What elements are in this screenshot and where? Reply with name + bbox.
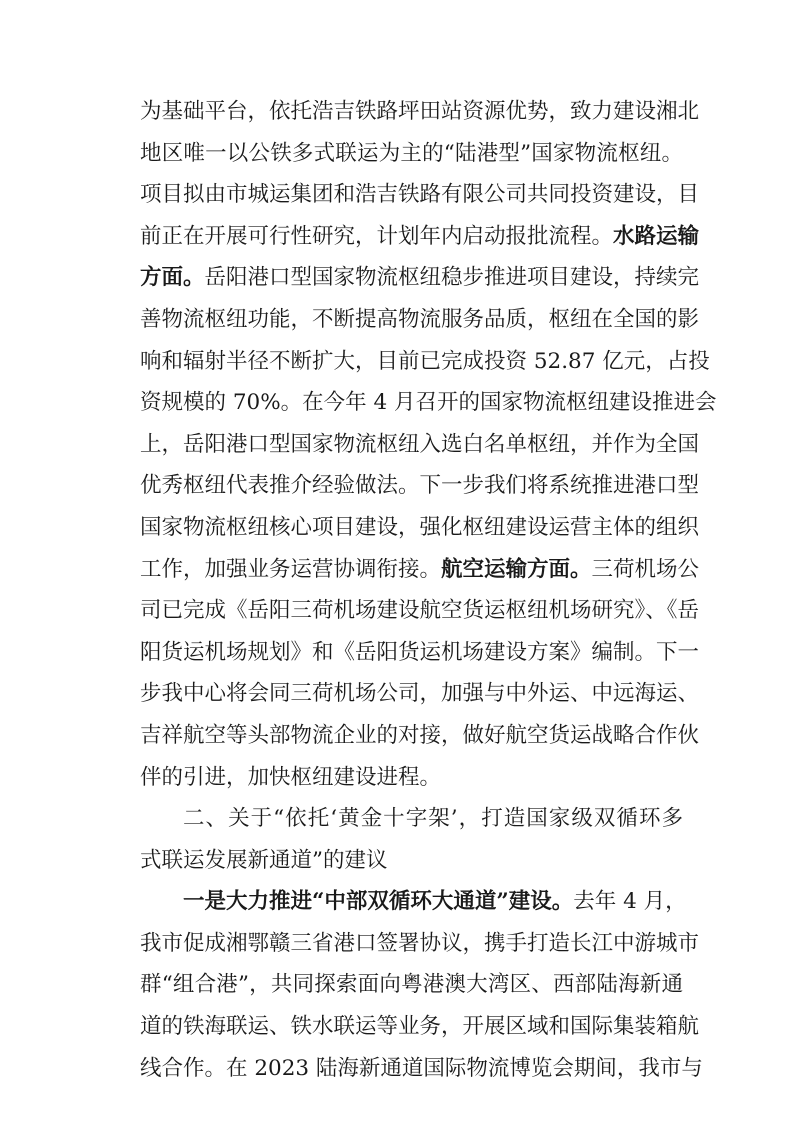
text-segment: 资规模的 70%。在今年 4 月召开的国家物流枢纽建设推进会 <box>140 390 717 416</box>
text-line <box>140 1009 700 1045</box>
text-segment: 去年 4 月， <box>573 889 687 915</box>
text-segment: 为基础平台，依托浩吉铁路坪田站资源优势，致力建设湘北 <box>140 99 700 124</box>
text-segment: 三荷机场公 <box>591 556 700 582</box>
bold-text-segment: 一是大力推进“中部双循环大通道”建设。 <box>183 889 574 915</box>
text-segment: 二、关于“依托‘黄金十字架’，打造国家级双循环多 <box>183 806 683 832</box>
text-line <box>140 344 710 380</box>
text-line <box>140 552 700 588</box>
text-segment: 上，岳阳港口型国家物流枢纽入选白名单枢纽，并作为全国 <box>140 431 700 457</box>
text-line <box>140 177 700 213</box>
text-segment: 线合作。在 2023 陆海新通道国际物流博览会期间，我市与 <box>140 1055 703 1081</box>
text-segment: 地区唯一以公铁多式联运为主的“陆港型”国家物流枢纽。 <box>140 140 683 166</box>
bold-text-segment: 航空运输方面。 <box>441 556 592 582</box>
text-line <box>140 967 683 1003</box>
text-segment: 我市促成湘鄂赣三省港口签署协议，携手打造长江中游城市 <box>140 930 700 956</box>
text-line <box>140 510 700 546</box>
text-line <box>140 676 700 712</box>
text-line <box>140 385 717 421</box>
text-line <box>140 94 700 130</box>
text-line <box>140 718 700 754</box>
text-segment: 岳阳港口型国家物流枢纽稳步推进项目建设，持续完 <box>204 265 700 291</box>
text-line <box>140 1051 703 1087</box>
text-line <box>140 136 683 172</box>
text-line <box>140 219 700 255</box>
text-segment: 式联运发展新通道”的建议 <box>140 847 388 873</box>
text-line <box>140 260 700 296</box>
text-line <box>140 635 700 671</box>
text-segment: 优秀枢纽代表推介经验做法。下一步我们将系统推进港口型 <box>140 473 700 499</box>
text-line <box>140 468 700 504</box>
text-segment: 响和辐射半径不断扩大，目前已完成投资 52.87 亿元，占投 <box>140 348 710 374</box>
text-segment: 前正在开展可行性研究，计划年内启动报批流程。 <box>140 223 614 249</box>
text-line <box>140 302 700 338</box>
text-segment: 国家物流枢纽核心项目建设，强化枢纽建设运营主体的组织 <box>140 514 700 540</box>
text-line <box>140 427 700 463</box>
text-segment: 工作，加强业务运营协调衔接。 <box>140 556 442 582</box>
text-segment: 群“组合港”，共同探索面向粤港澳大湾区、西部陆海新通 <box>140 972 683 998</box>
text-line <box>140 884 687 920</box>
text-segment: 吉祥航空等头部物流企业的对接，做好航空货运战略合作伙 <box>140 722 700 748</box>
bold-text-segment: 水路运输 <box>613 223 700 249</box>
text-segment: 伴的引进，加快枢纽建设进程。 <box>140 764 442 790</box>
text-segment: 司已完成《岳阳三荷机场建设航空货运枢纽机场研究》、《岳 <box>140 598 700 624</box>
section-heading-line <box>140 843 683 879</box>
text-line <box>140 926 700 962</box>
text-segment: 项目拟由市城运集团和浩吉铁路有限公司共同投资建设，目 <box>140 182 700 208</box>
text-segment: 善物流枢纽功能，不断提高物流服务品质，枢纽在全国的影 <box>140 306 700 332</box>
section-heading-line <box>140 801 683 837</box>
text-line <box>140 760 683 796</box>
text-segment: 道的铁海联运、铁水联运等业务，开展区域和国际集装箱航 <box>140 1014 700 1040</box>
text-segment: 阳货运机场规划》和《岳阳货运机场建设方案》编制。下一 <box>140 639 700 665</box>
bold-text-segment: 方面。 <box>140 265 205 291</box>
text-line <box>140 593 700 629</box>
text-segment: 步我中心将会同三荷机场公司，加强与中外运、中远海运、 <box>140 681 700 707</box>
